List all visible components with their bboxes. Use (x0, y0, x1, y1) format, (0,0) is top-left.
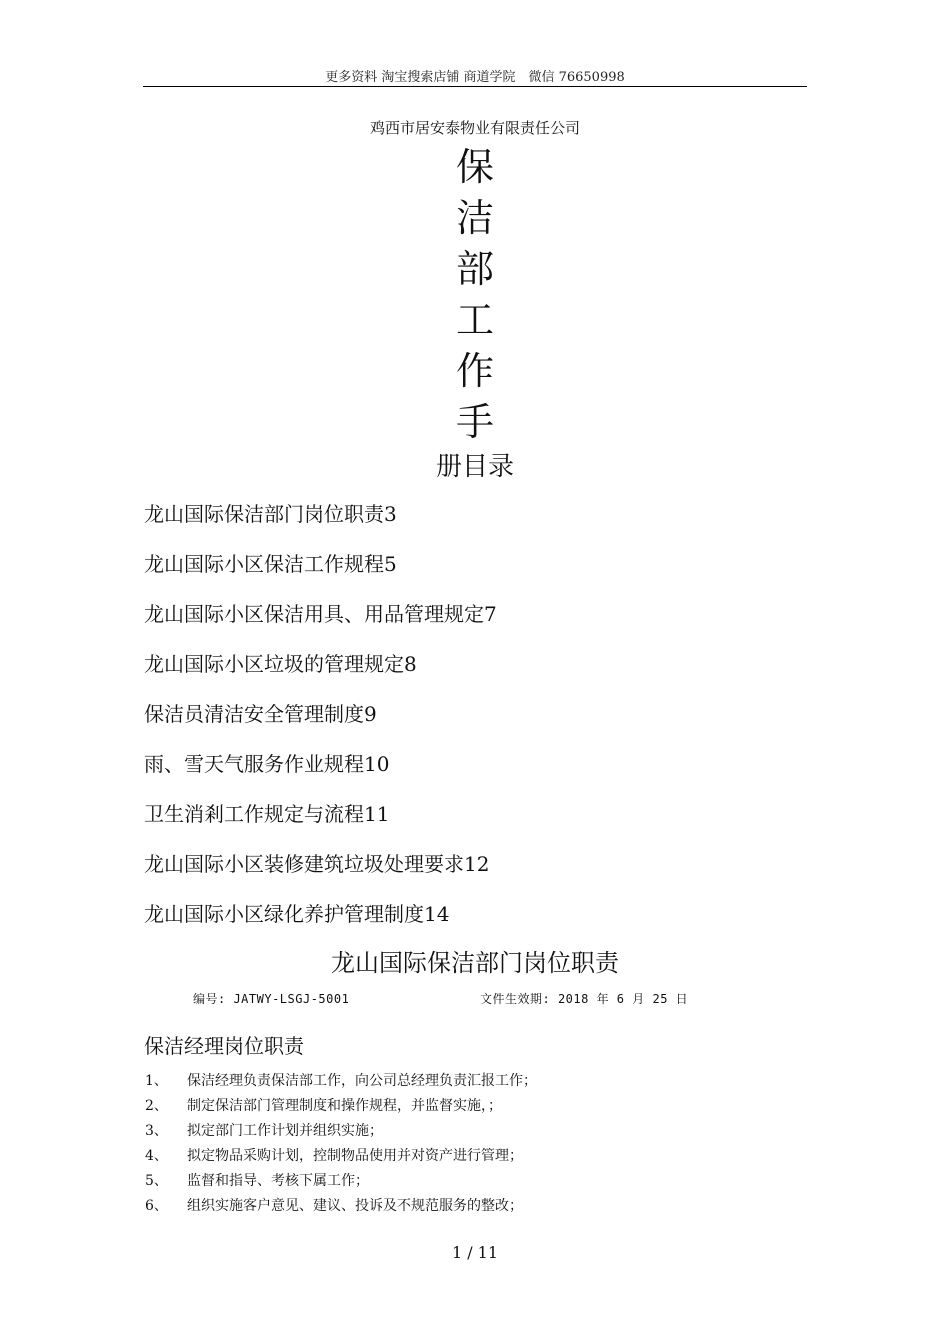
toc-entry[interactable] (144, 498, 497, 548)
toc-heading: 册目录 (435, 452, 514, 482)
toc-entry-title: 保洁员清洁安全管理制度 (144, 702, 364, 726)
list-item (145, 1195, 537, 1220)
title-char: 保 (455, 145, 494, 189)
toc-entry[interactable] (144, 898, 497, 948)
toc-entry-page: 3 (384, 502, 397, 526)
toc-entry-page: 14 (424, 902, 450, 926)
item-number: 1、 (145, 1073, 168, 1089)
company-name: 鸡西市居安泰物业有限责任公司 (369, 119, 580, 137)
list-item (145, 1145, 537, 1170)
list-item (145, 1095, 537, 1120)
header-divider (143, 86, 807, 87)
item-text: 制定保洁部门管理制度和操作规程，并监督实施，； (187, 1098, 502, 1114)
toc-entry[interactable] (144, 748, 497, 798)
item-number: 5、 (145, 1173, 168, 1189)
toc-entry[interactable] (144, 548, 497, 598)
toc-entry-title: 龙山国际小区保洁工作规程 (144, 552, 384, 576)
toc-entry-title: 龙山国际小区绿化养护管理制度 (144, 902, 424, 926)
toc-entry[interactable] (144, 598, 497, 648)
title-char: 洁 (455, 196, 494, 240)
item-text: 拟定物品采购计划，控制物品使用并对资产进行管理； (187, 1148, 523, 1164)
toc-entry-page: 10 (364, 752, 390, 776)
page-header: 更多资料 淘宝搜索店铺 商道学院 微信 76650998 (325, 70, 625, 85)
title-char: 手 (455, 400, 494, 444)
toc-entry-page: 12 (464, 852, 490, 876)
item-number: 4、 (145, 1148, 168, 1164)
list-item (145, 1070, 537, 1095)
toc-entry-page: 11 (364, 802, 390, 826)
duties-list (145, 1070, 537, 1220)
section-title: 龙山国际保洁部门岗位职责 (331, 949, 619, 977)
toc-entry[interactable] (144, 798, 497, 848)
list-item (145, 1120, 537, 1145)
vertical-title (0, 142, 950, 448)
document-code: 编号: JATWY-LSGJ-5001 (193, 992, 350, 1006)
toc-entry[interactable] (144, 648, 497, 698)
toc-entry-title: 卫生消剎工作规定与流程 (144, 802, 364, 826)
table-of-contents (144, 498, 497, 948)
toc-entry[interactable] (144, 848, 497, 898)
toc-entry-title: 龙山国际小区垃圾的管理规定 (144, 652, 404, 676)
item-text: 保洁经理负责保洁部工作，向公司总经理负责汇报工作； (187, 1073, 537, 1089)
item-number: 6、 (145, 1198, 168, 1214)
page-indicator: 1 / 11 (451, 1243, 499, 1262)
item-text: 监督和指导、考核下属工作； (187, 1173, 369, 1189)
list-item (145, 1170, 537, 1195)
title-char: 作 (455, 349, 494, 393)
item-text: 组织实施客户意见、建议、投诉及不规范服务的整改； (187, 1198, 523, 1214)
toc-entry-title: 龙山国际保洁部门岗位职责 (144, 502, 384, 526)
effective-date: 文件生效期: 2018 年 6 月 25 日 (480, 992, 689, 1006)
sub-heading: 保洁经理岗位职责 (144, 1034, 304, 1058)
toc-entry-page: 7 (484, 602, 497, 626)
item-text: 拟定部门工作计划并组织实施； (187, 1123, 383, 1139)
title-char: 工 (455, 298, 494, 342)
toc-entry-page: 9 (364, 702, 377, 726)
item-number: 2、 (145, 1098, 168, 1114)
toc-entry-page: 5 (384, 552, 397, 576)
title-char: 部 (455, 247, 494, 291)
toc-entry-title: 雨、雪天气服务作业规程 (144, 752, 364, 776)
toc-entry-title: 龙山国际小区保洁用具、用品管理规定 (144, 602, 484, 626)
toc-entry-title: 龙山国际小区装修建筑垃圾处理要求 (144, 852, 464, 876)
toc-entry-page: 8 (404, 652, 417, 676)
toc-entry[interactable] (144, 698, 497, 748)
item-number: 3、 (145, 1123, 168, 1139)
